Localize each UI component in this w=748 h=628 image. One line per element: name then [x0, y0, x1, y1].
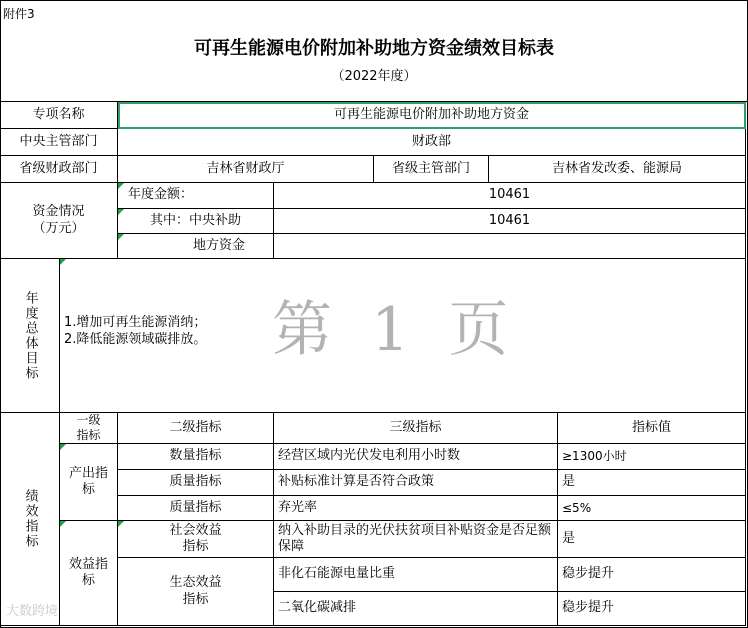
- table-row-level2: 生态效益 指标: [118, 558, 274, 626]
- table-row-value[interactable]: ≤5%: [558, 496, 746, 521]
- indicators-label: 绩效指标: [0, 413, 60, 626]
- table-row-level3[interactable]: 二氧化碳减排: [274, 592, 558, 626]
- table-row-level2: 数量指标: [118, 444, 274, 470]
- annual-amount-value[interactable]: 10461: [274, 183, 746, 209]
- table-row-level2: 质量指标: [118, 470, 274, 496]
- table-row-level3[interactable]: 非化石能源电量比重: [274, 558, 558, 592]
- central-dept-label: 中央主管部门: [0, 129, 118, 156]
- prov-dept-value[interactable]: 吉林省发改委、能源局: [489, 156, 746, 183]
- annual-goal-text[interactable]: 1.增加可再生能源消纳； 2.降低能源领域碳排放。: [60, 259, 746, 413]
- table-row-value[interactable]: 稳步提升: [558, 558, 746, 592]
- table-row-level3[interactable]: 补贴标准计算是否符合政策: [274, 470, 558, 496]
- header-level3: 三级指标: [274, 413, 558, 444]
- prov-finance-label: 省级财政部门: [0, 156, 118, 183]
- central-dept-value[interactable]: 财政部: [118, 129, 746, 156]
- central-subsidy-label: 其中：中央补助: [118, 209, 274, 234]
- attachment-label: 附件3: [3, 7, 35, 21]
- project-value-cell[interactable]: 可再生能源电价附加补助地方资金: [118, 102, 746, 129]
- annual-goal-label: 年度总体目标: [0, 259, 60, 413]
- table-row-level3[interactable]: 经营区域内光伏发电利用小时数: [274, 444, 558, 470]
- page-watermark: 第 1 页: [272, 295, 519, 365]
- header-level1: 一级 指标: [60, 413, 118, 444]
- table-row-level2: 社会效益 指标: [118, 521, 274, 558]
- prov-finance-value[interactable]: 吉林省财政厅: [118, 156, 374, 183]
- table-row-value[interactable]: ≥1300小时: [558, 444, 746, 470]
- central-subsidy-value[interactable]: 10461: [274, 209, 746, 234]
- prov-dept-label: 省级主管部门: [374, 156, 489, 183]
- page-title: 可再生能源电价附加补助地方资金绩效目标表: [194, 38, 554, 59]
- header-value: 指标值: [558, 413, 746, 444]
- table-row-value[interactable]: 是: [558, 521, 746, 558]
- page-subtitle: （2022年度）: [331, 69, 417, 84]
- project-label: 专项名称: [0, 102, 118, 129]
- local-funds-label: 地方资金: [118, 234, 274, 259]
- local-funds-value[interactable]: [274, 234, 746, 259]
- benefit-indicator-label: 效益指 标: [60, 521, 118, 626]
- table-row-level2: 质量指标: [118, 496, 274, 521]
- table-row-level3[interactable]: 纳入补助目录的光伏扶贫项目补贴资金是否足额保障: [274, 521, 558, 558]
- annual-amount-label: 年度金额：: [118, 183, 274, 209]
- funds-label: 资金情况 （万元）: [0, 183, 118, 259]
- table-row-level3[interactable]: 弃光率: [274, 496, 558, 521]
- output-indicator-label: 产出指 标: [60, 444, 118, 521]
- table-row-value[interactable]: 是: [558, 470, 746, 496]
- header-level2: 二级指标: [118, 413, 274, 444]
- logo-watermark: 大数跨境: [6, 604, 59, 619]
- table-row-value[interactable]: 稳步提升: [558, 592, 746, 626]
